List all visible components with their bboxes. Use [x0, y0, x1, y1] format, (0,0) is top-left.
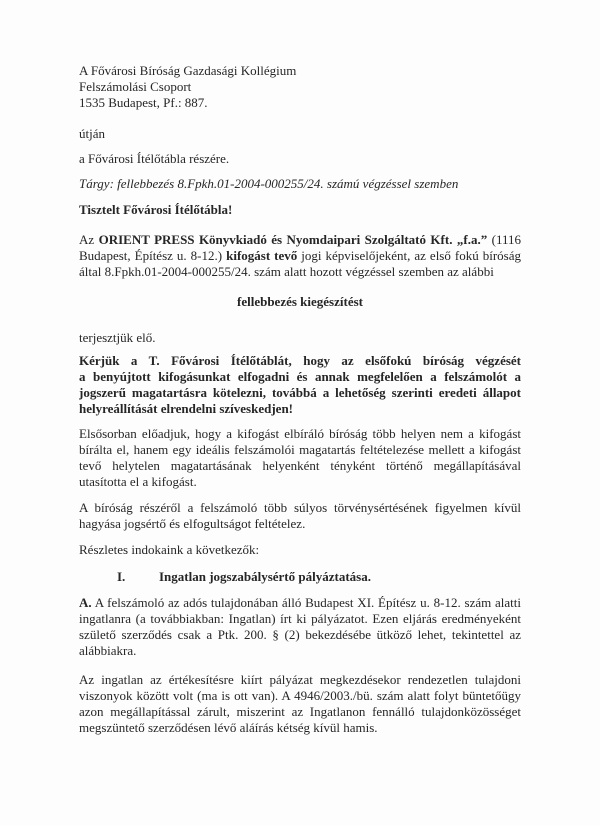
- text-segment: ingatlanra (a továbbiakban: Ingatlan) írt ki pályázatot. Ezen eljárás eredményeként: [79, 611, 521, 626]
- paragraph-property: [79, 672, 521, 736]
- text-line: [79, 595, 521, 611]
- text-line: hagyása jogsértő és elfogultságot feltételez.: [79, 516, 306, 531]
- text-line: jogszerű magatartásra kötelezni, továbbá a lehetőség szerinti eredeti állapot: [79, 385, 521, 400]
- recipient-text: a Fővárosi Ítélőtábla részére.: [79, 151, 230, 166]
- text-line: [79, 248, 521, 264]
- section-number: I.: [117, 569, 126, 584]
- text-line: [79, 264, 521, 280]
- request-paragraph: [79, 353, 521, 417]
- address-line: Felszámolási Csoport: [79, 79, 192, 94]
- text-line: [79, 611, 521, 627]
- text-line: Elsősorban előadjuk, hogy a kifogást elbíráló bíróság több helyen nem a kifogást: [79, 426, 521, 441]
- text-segment: jogi képviselőjeként, az első fokú bíróság: [297, 248, 521, 263]
- salutation: Tisztelt Fővárosi Ítélőtábla!: [79, 202, 233, 217]
- subject-line: Tárgy: fellebbezés 8.Fpkh.01-2004-000255/24. számú végzéssel szemben: [79, 176, 459, 191]
- text-line: [79, 643, 521, 659]
- text-segment: alábbiakra.: [79, 643, 137, 658]
- text-segment: kifogást tevő: [226, 248, 298, 263]
- argument-paragraph-1: [79, 426, 521, 490]
- text-line: viszonyok között volt (ma is ott van). A 4946/2003./bü. szám alatt folyt büntetőügy: [79, 688, 521, 703]
- intro-paragraph: [79, 232, 521, 280]
- text-segment: születő szerződés csak a Ptk. 200. § (2) bekezdésébe ütköző lehet, tekintettel az: [79, 627, 521, 642]
- text-segment: (1116: [487, 232, 521, 247]
- text-line: helyreállítását elrendelni szíveskedjen!: [79, 401, 293, 416]
- text-line: azon megállapítással zárult, miszerint az Ingatlanon fennálló tulajdonközösséget: [79, 704, 521, 719]
- reasons-intro: Részletes indokaink a következők:: [79, 542, 260, 557]
- text-line: utasította el a kifogást.: [79, 474, 197, 489]
- text-line: [79, 232, 521, 248]
- text-segment: A.: [79, 595, 92, 610]
- address-line: 1535 Budapest, Pf.: 887.: [79, 95, 208, 110]
- text-line: megszüntető szerződésen lévő aláírás kétség kívül hamis.: [79, 720, 378, 735]
- submit-text: terjesztjük elő.: [79, 330, 156, 345]
- paragraph-a: [79, 595, 521, 659]
- address-line: A Fővárosi Bíróság Gazdasági Kollégium: [79, 63, 297, 78]
- section-title: Ingatlan jogszabálysértő pályáztatása.: [159, 569, 371, 584]
- text-segment: Az: [79, 232, 99, 247]
- text-line: Kérjük a T. Fővárosi Ítélőtáblát, hogy az elsőfokú bíróság végzését: [79, 353, 521, 368]
- text-line: A bíróság részéről a felszámoló több súlyos törvénysértésének figyelmen kívül: [79, 500, 521, 515]
- text-segment: ORIENT PRESS Könyvkiadó és Nyomdaipari Szolgáltató Kft. „f.a.”: [98, 232, 488, 247]
- text-line: tevő helytelen magatartásának helyenként tényként történő megállapításával: [79, 458, 521, 473]
- argument-paragraph-2: [79, 500, 521, 532]
- text-line: bírálta el, hanem egy ideális felszámolói magatartás feltételezése mellett a kifogást: [79, 442, 521, 457]
- text-segment: A felszámoló az adós tulajdonában álló Budapest XI. Építész u. 8-12. szám alatti: [91, 595, 521, 610]
- text-line: a benyújtott kifogásunkat elfogadni és annak megfelelően a felszámolót a: [79, 369, 521, 384]
- text-segment: Budapest, Építész u. 8-12.): [79, 248, 227, 263]
- via-text: útján: [79, 126, 105, 141]
- text-line: Az ingatlan az értékesítésre kiírt pályázat megkezdésekor rendezetlen tulajdoni: [79, 672, 521, 687]
- document-title: fellebbezés kiegészítést: [237, 294, 363, 309]
- section-heading: [79, 569, 521, 585]
- text-segment: által 8.Fpkh.01-2004-000255/24. szám alatt hozott végzéssel szemben az alábbi: [79, 264, 494, 279]
- text-line: [79, 627, 521, 643]
- sender-address: [79, 63, 521, 111]
